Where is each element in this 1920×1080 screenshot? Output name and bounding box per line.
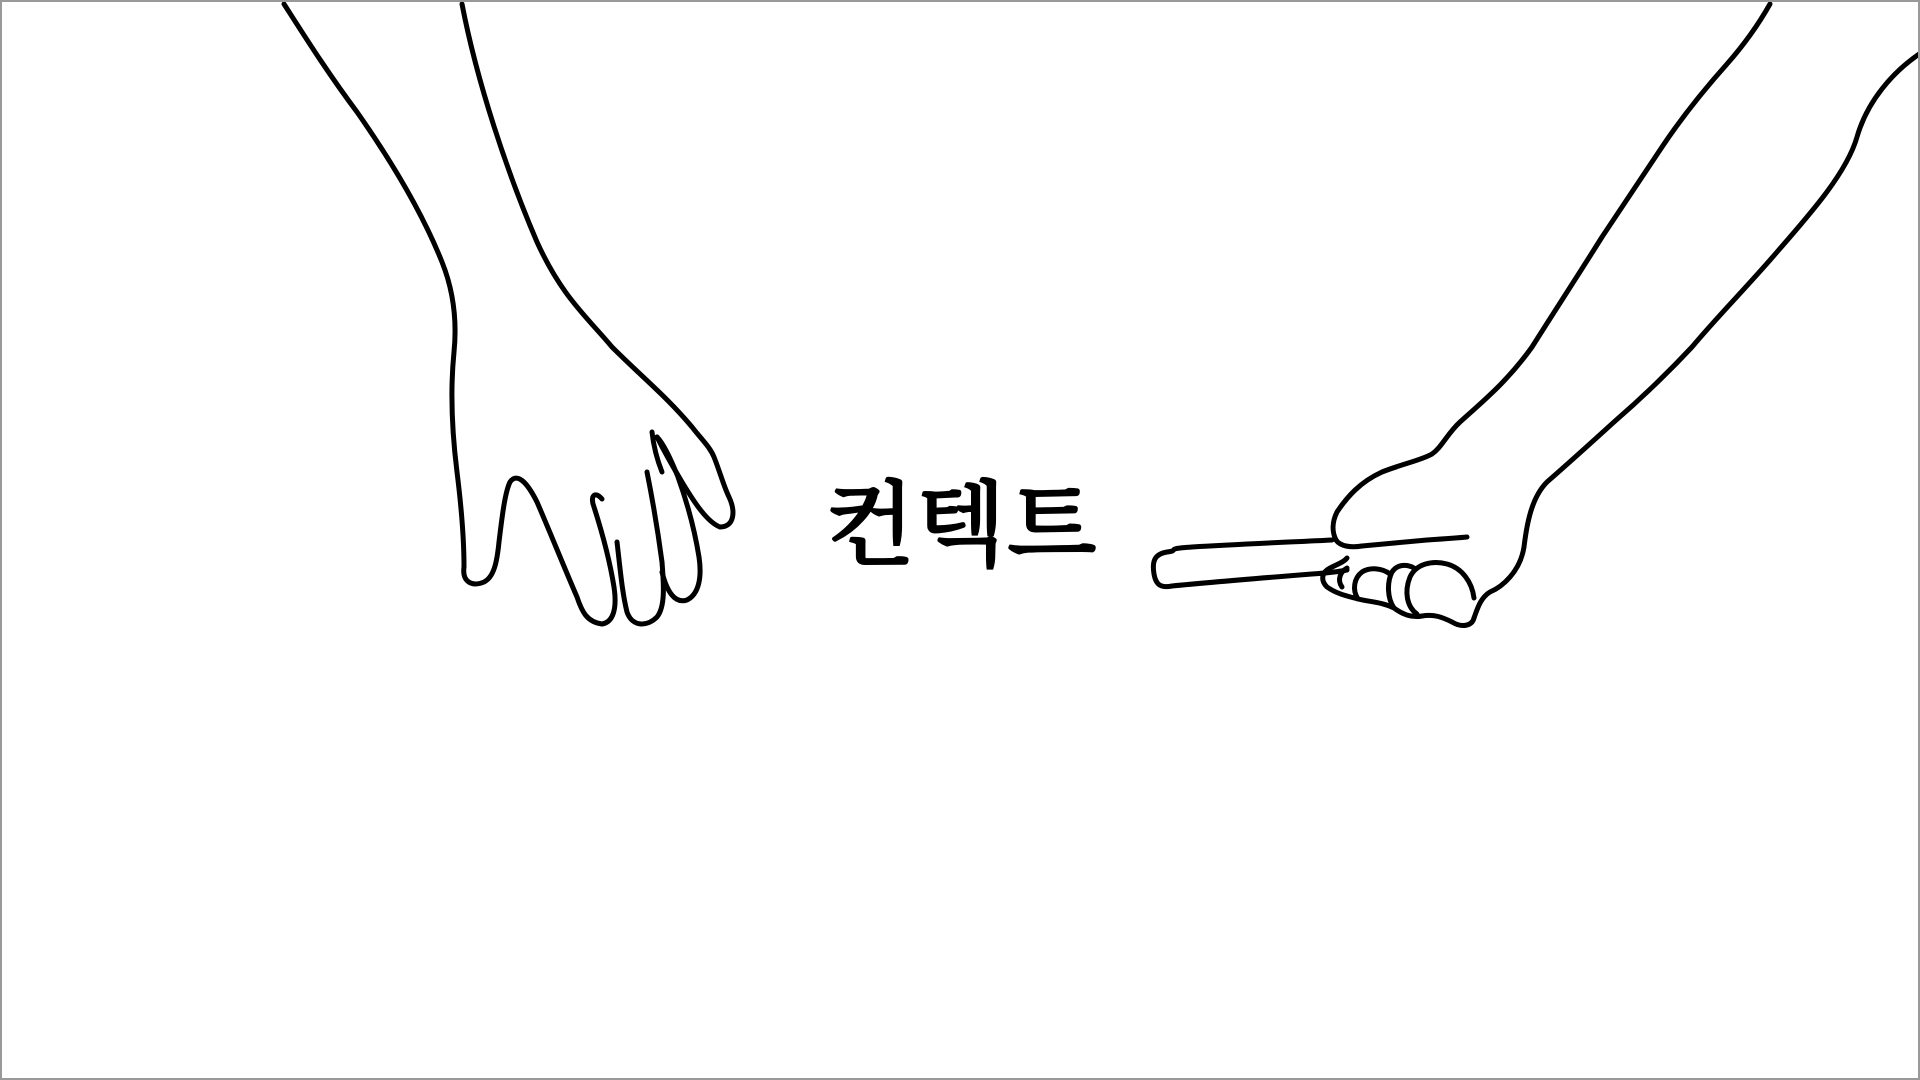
left-finger-3	[657, 437, 700, 601]
left-finger-1	[592, 495, 615, 624]
right-thumb-line	[1336, 537, 1467, 547]
left-finger-2	[617, 472, 663, 624]
baton-icon	[1153, 540, 1347, 587]
right-finger-seg-1	[1407, 563, 1474, 614]
right-arm-upper-line	[1333, 4, 1770, 540]
slide-title: 컨텍트	[825, 472, 1099, 579]
hand-holding-baton-icon	[1153, 4, 1920, 625]
left-arm-inner-line	[462, 4, 733, 527]
right-finger-seg-3	[1355, 569, 1390, 599]
open-hand-icon	[284, 4, 733, 624]
left-arm-outer-line	[284, 4, 602, 624]
